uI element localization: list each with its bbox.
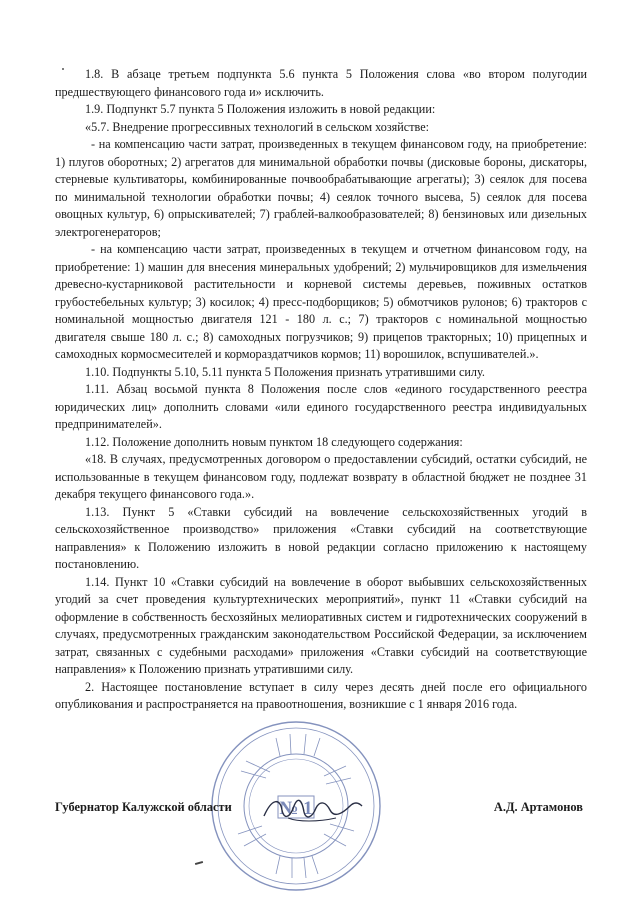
paragraph-current-year-list: - на компенсацию части затрат, произведенных в текущем финансовом году, на приобретение: 1) плугов оборотных; 2) агрегатов для минимальной обработки почвы (дисковые бороны, дискаторы, стерневые культиваторы, комбинированные почвообрабатывающие агрегаты); 3) сеялок для посева по минимальной технологии обработки почвы; 4) сеялок точного высева, 5) сеялок для посева овощных культур, 6) опрыскивателей; 7) граблей-валкообразователей; 8) бензиновых или дизельных электрогенераторов; (55, 137, 587, 239)
paragraph-1-13: 1.13. Пункт 5 «Ставки субсидий на вовлечение сельскохозяйственных угодий в сельскохозяйственное производство» приложения «Ставки субсидий на соответствующие направления» к Положению изложить в новой редакции согласно приложению к настоящему постановлению. (55, 504, 587, 571)
signature-block (55, 800, 587, 820)
paragraph-18: «18. В случаях, предусмотренных договором о предоставлении субсидий, остатки субсидий, не использованные в текущем финансовом году, подлежат возврату в областной бюджет не позднее 31 декабря текущего финансового года.». (55, 452, 587, 501)
document-body (55, 66, 587, 714)
signatory-title: Губернатор Калужской области (55, 800, 232, 814)
paragraph-5-7-heading: «5.7. Внедрение прогрессивных технологий в сельском хозяйстве: (85, 119, 429, 134)
signatory-name: А.Д. Артамонов (493, 800, 583, 814)
scan-mark (195, 861, 203, 865)
paragraph-1-11: 1.11. Абзац восьмой пункта 8 Положения после слов «единого государственного реестра юридических лиц» дополнить словами «или единого государственного реестра индивидуальных предпринимателей». (55, 382, 587, 431)
paragraph-1-9: 1.9. Подпункт 5.7 пункта 5 Положения изложить в новой редакции: (85, 102, 436, 116)
stamp-number: № 1 (279, 798, 313, 819)
paragraph-1-14: 1.14. Пункт 10 «Ставки субсидий на вовлечение в оборот выбывших сельскохозяйственных угодий за счет проведения культуртехнических мероприятий», пункт 11 «Ставки субсидий на оформление в собственность бесхозяйных мелиоративных систем и гидротехнических сооружений в случаях, предусмотренных гражданским законодательством Российской Федерации, за исключением затрат, связанных с судебными расходами» приложения «Ставки субсидий на соответствующие направления» к Положению признать утратившими силу. (55, 574, 587, 676)
paragraph-1-8: 1.8. В абзаце третьем подпункта 5.6 пункта 5 Положения слова «во втором полугодии предшествующего финансового года и» исключить. (55, 67, 587, 99)
paragraph-1-10: 1.10. Подпункты 5.10, 5.11 пункта 5 Положения признать утратившими силу. (85, 364, 485, 379)
paragraph-1-12: 1.12. Положение дополнить новым пунктом 18 следующего содержания: (85, 434, 463, 449)
paragraph-2: 2. Настоящее постановление вступает в силу через десять дней после его официального опубликования и распространяется на правоотношения, возникшие с 1 января 2016 года. (55, 679, 587, 711)
paragraph-reporting-year-list: - на компенсацию части затрат, произведенных в текущем и отчетном финансовом году, на приобретение: 1) машин для внесения минеральных удобрений; 2) мульчировщиков для измельчения древесно-кустарниковой растительности и корневой системы деревьев, поживных остатков грубостебельных культур; 3) косилок; 4) пресс-подборщиков; 5) обмотчиков рулонов; 6) тракторов с номинальной мощностью двигателя 121 - 180 л. с.; 7) тракторов с номинальной мощностью двигателя свыше 180 л. с.; 8) самоходных погрузчиков; 9) прицепов тракторных; 10) прицепных и самоходных кормосмесителей и кормораздатчиков кормов; 11) ворошилок, вспушивателей.». (55, 242, 587, 361)
